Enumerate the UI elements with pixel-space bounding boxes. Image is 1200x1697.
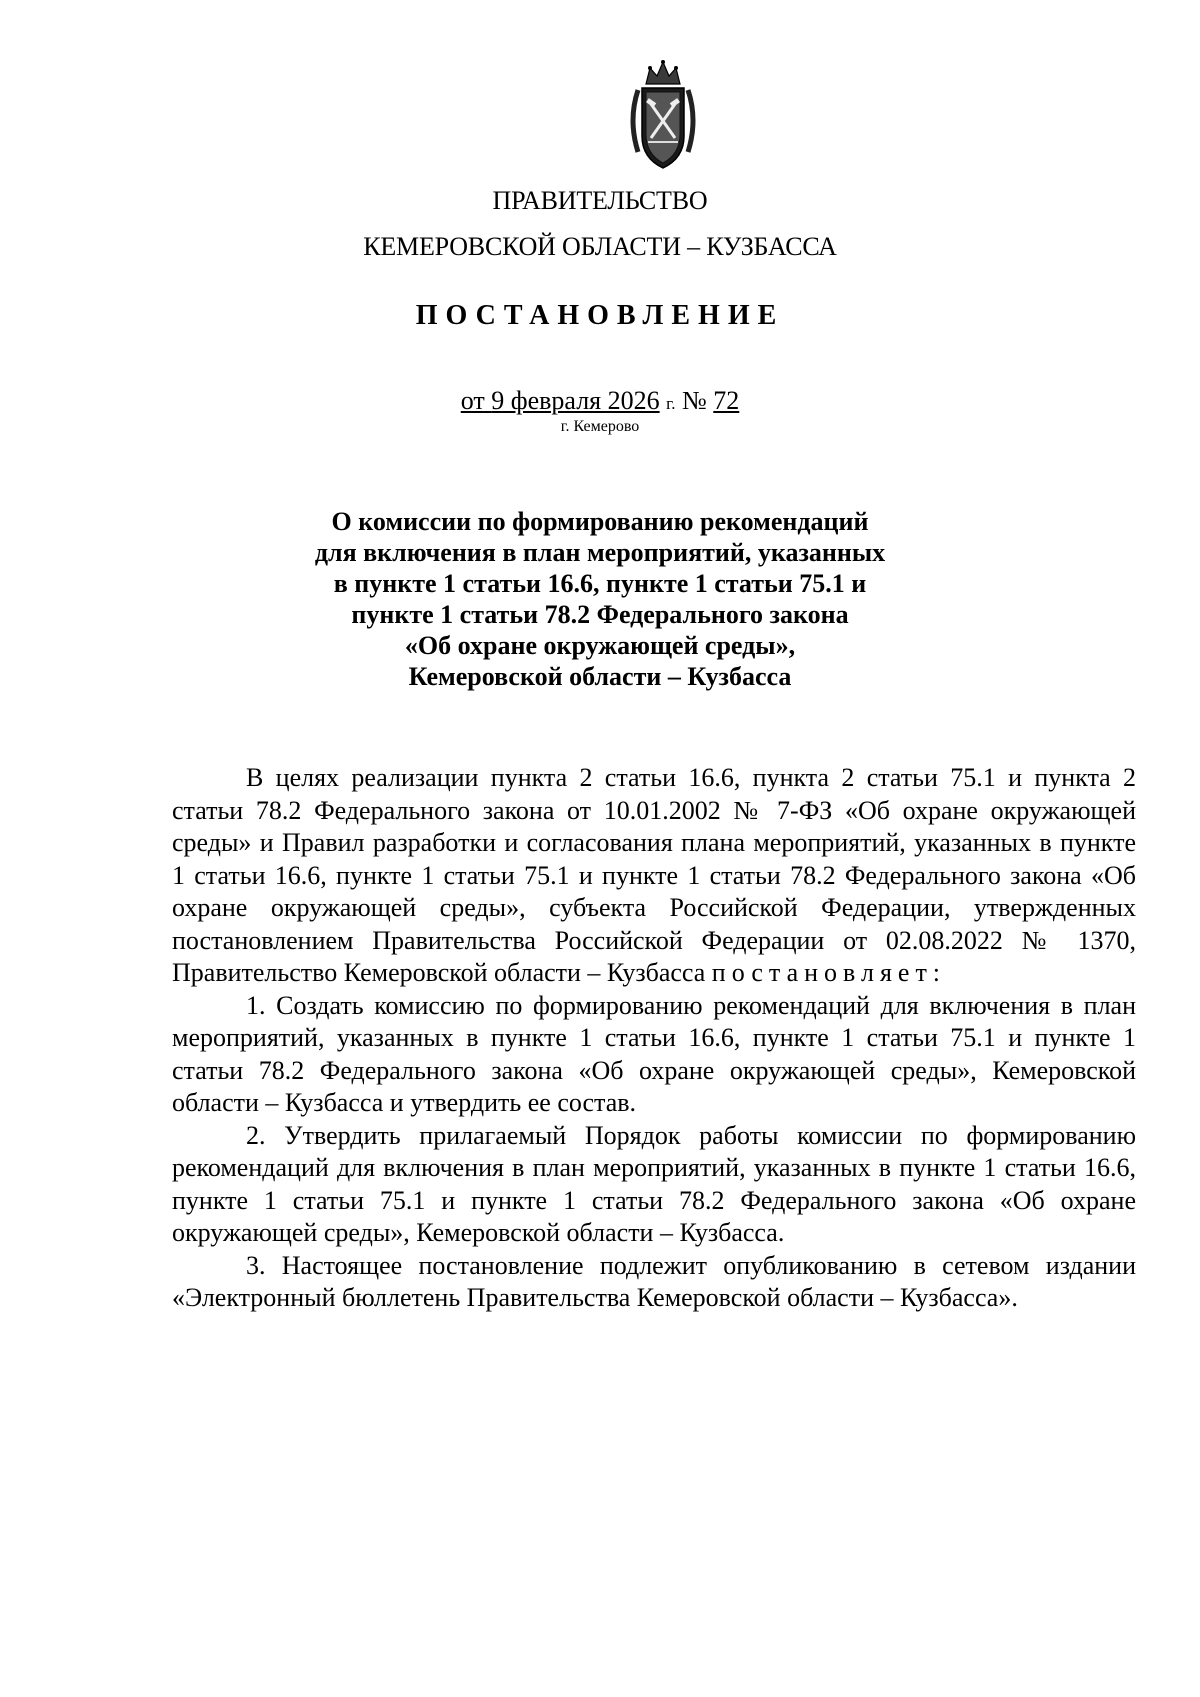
resolves-word: постановляет: bbox=[711, 958, 947, 987]
title-line: для включения в план мероприятий, указанных bbox=[314, 538, 886, 567]
document-title bbox=[300, 506, 900, 692]
date-prefix: от bbox=[460, 386, 492, 415]
title-line: «Об охране окружающей среды», bbox=[404, 631, 796, 660]
preamble-text: В целях реализации пункта 2 статьи 16.6, пункта 2 статьи 75.1 и пункта 2 статьи 78.2 Федерального закона от 10.01.2002 № 7-ФЗ «Об охране окружающей среды» и Правил разработки и согласования плана мероприятий, указанных в пункте 1 статьи 16.6, пункте 1 статьи 75.1 и пункте 1 статьи 78.2 Федерального закона «Об охране окружающей среды», субъекта Российской Федерации, утвержденных постановлением Правительства Российской Федерации от 02.08.2022 № 1370, Правительство Кемеровской области – Кузбасса bbox=[172, 763, 1136, 987]
title-line: в пункте 1 статьи 16.6, пункте 1 статьи 75.1 и bbox=[333, 569, 867, 598]
preamble-paragraph bbox=[172, 762, 1136, 990]
title-line: пункте 1 статьи 78.2 Федерального закона bbox=[351, 600, 849, 629]
number-sign: № bbox=[681, 386, 707, 415]
government-name-line-1: ПРАВИТЕЛЬСТВО bbox=[492, 186, 708, 215]
body-item: 3. Настоящее постановление подлежит опубликованию в сетевом издании «Электронный бюллетень Правительства Кемеровской области – Кузбасса». bbox=[172, 1250, 1136, 1312]
government-name-line-2: КЕМЕРОВСКОЙ ОБЛАСТИ – КУЗБАССА bbox=[363, 232, 837, 261]
document-body bbox=[172, 762, 1136, 1315]
document-place: г. Кемерово bbox=[560, 418, 640, 435]
year-suffix: г. bbox=[666, 394, 676, 413]
title-line: Кемеровской области – Кузбасса bbox=[408, 662, 792, 691]
body-item: 2. Утвердить прилагаемый Порядок работы комиссии по формированию рекомендаций для включения в план мероприятий, указанных в пункте 1 статьи 16.6, пункте 1 статьи 75.1 и пункте 1 статьи 78.2 Федерального закона «Об охране окружающей среды», Кемеровской области – Кузбасса. bbox=[172, 1120, 1136, 1247]
date-number-line bbox=[0, 386, 1200, 416]
document-type: ПОСТАНОВЛЕНИЕ bbox=[415, 300, 785, 331]
coat-of-arms-emblem bbox=[624, 60, 702, 172]
title-line: О комиссии по формированию рекомендаций bbox=[331, 507, 869, 536]
document-date: 9 февраля 2026 bbox=[491, 386, 660, 415]
document-number: 72 bbox=[713, 386, 740, 415]
body-item: 1. Создать комиссию по формированию рекомендаций для включения в план мероприятий, указанных в пункте 1 статьи 16.6, пункте 1 статьи 75.1 и пункте 1 статьи 78.2 Федерального закона «Об охране окружающей среды», Кемеровской области – Кузбасса и утвердить ее состав. bbox=[172, 990, 1136, 1117]
